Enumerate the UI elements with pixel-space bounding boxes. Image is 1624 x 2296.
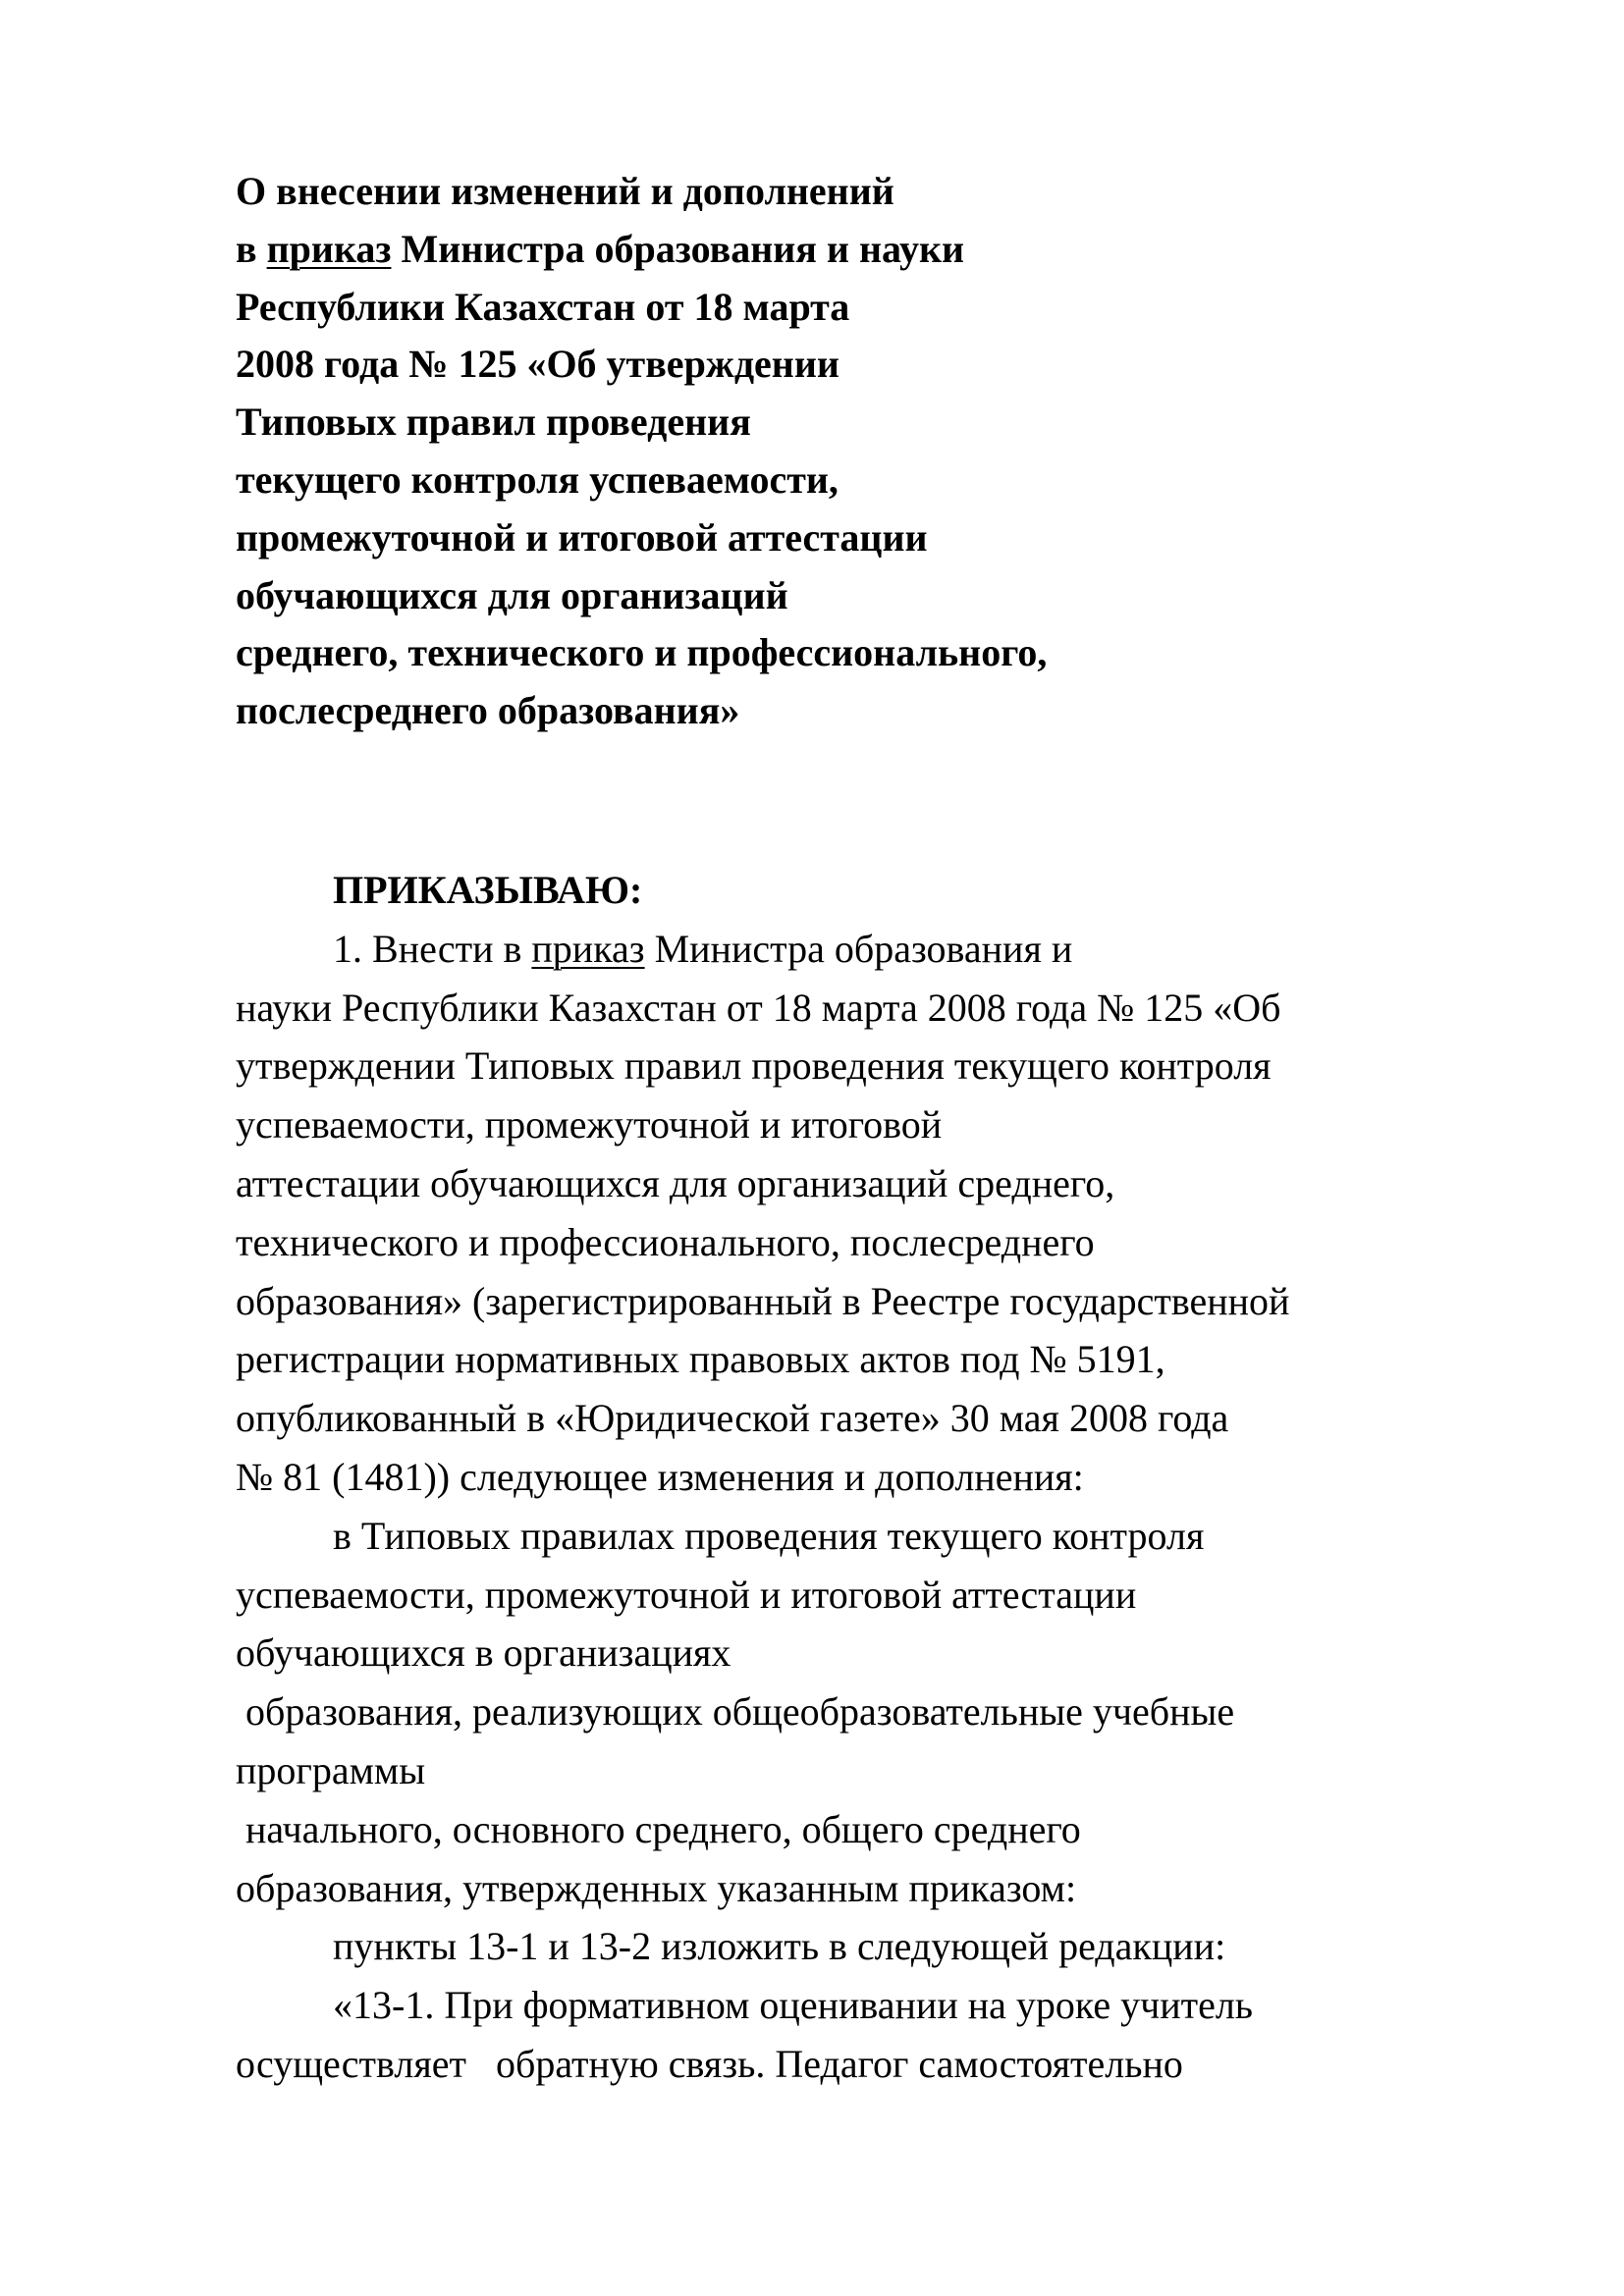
body-line: в Типовых правилах проведения текущего контроля [333,1513,1205,1558]
title-line: обучающихся для организаций [236,572,788,617]
title-line: Типовых правил проведения [236,400,751,445]
item-1-line: 1. Внести в приказ Министра образования и [333,926,1073,971]
body-line: образования» (зарегистрированный в Реестре государственной [236,1278,1290,1323]
body-line: технического и профессионального, послесреднего [236,1219,1095,1264]
title-line: в приказ Министра образования и науки [236,226,965,271]
title-line: послесреднего образования» [236,688,740,733]
body-line: обучающихся в организациях [236,1630,731,1676]
body-line: программы [236,1747,426,1792]
body-line: успеваемости, промежуточной и итоговой [236,1102,943,1148]
body-line: успеваемости, промежуточной и итоговой аттестации [236,1572,1137,1617]
document-body [236,861,1512,2094]
body-line: утверждении Типовых правил проведения текущего контроля [236,1043,1272,1089]
order-link[interactable]: приказ [266,226,392,271]
body-line: образования, реализующих общеобразовательные учебные [245,1689,1235,1735]
order-link[interactable]: приказ [531,926,645,971]
title-line: 2008 года № 125 «Об утверждении [236,342,839,387]
body-line: аттестации обучающихся для организаций среднего, [236,1160,1115,1205]
body-line: «13-1. При формативном оценивании на уроке учитель [333,1983,1254,2028]
body-line: пункты 13-1 и 13-2 изложить в следующей редакции: [333,1924,1226,1969]
title-line: Республики Казахстан от 18 марта [236,284,850,329]
title-line: текущего контроля успеваемости, [236,456,839,502]
body-line: опубликованный в «Юридической газете» 30 мая 2008 года [236,1396,1229,1441]
body-line: начального, основного среднего, общего среднего [245,1806,1081,1851]
title-line: промежуточной и итоговой аттестации [236,514,928,560]
body-line: науки Республики Казахстан от 18 марта 2008 года № 125 «Об [236,985,1281,1030]
title-line: О внесении изменений и дополнений [236,169,894,213]
body-line: образования, утвержденных указанным приказом: [236,1865,1077,1910]
title-line: среднего, технического и профессионального, [236,630,1048,675]
body-line: регистрации нормативных правовых актов под № 5191, [236,1337,1165,1382]
document-title [236,163,1414,740]
order-heading: ПРИКАЗЫВАЮ: [333,868,643,912]
body-line: осуществляет обратную связь. Педагог самостоятельно [236,2041,1183,2086]
body-line: № 81 (1481)) следующее изменения и дополнения: [236,1454,1084,1499]
